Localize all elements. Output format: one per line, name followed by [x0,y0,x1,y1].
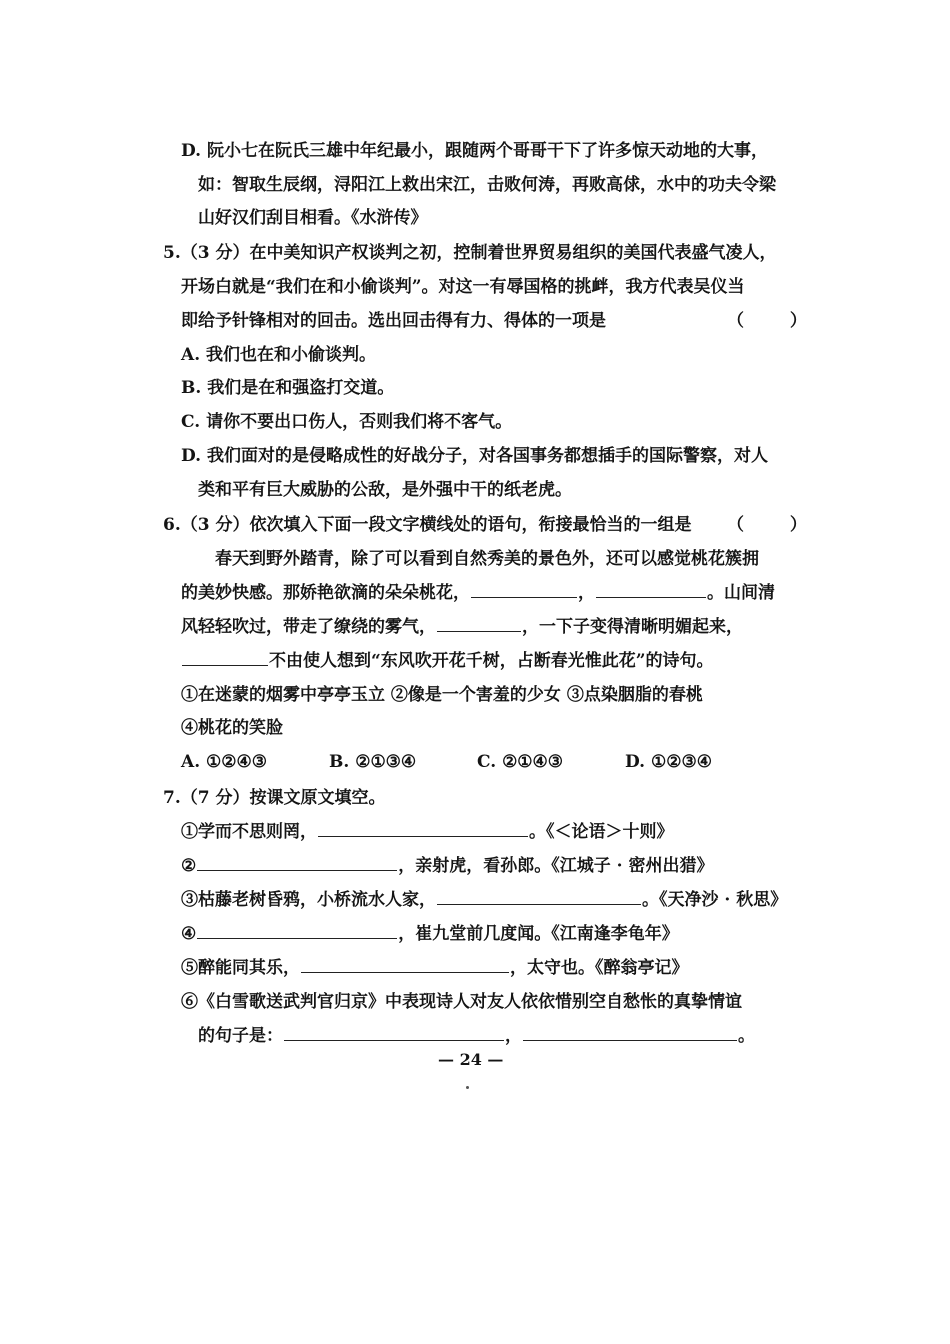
q7-blank-6 [284,1024,504,1041]
q6-blank-3 [437,615,521,632]
q7-item5-text-b: ，太守也。《醉翁亭记》 [510,958,689,978]
q5-stem-line3: 即给予针锋相对的回击。选出回击得有力、得体的一项是 [181,311,606,331]
page-number: — 24 — [438,1050,504,1069]
q5-option-b: B. 我们是在和强盗打交道。 [181,378,395,398]
q5-option-c: C. 请你不要出口伤人，否则我们将不客气。 [181,412,513,432]
q6-blank-1 [471,581,577,598]
q7-item5-text-a: ⑤醉能同其乐， [181,958,300,978]
q7-blank-5 [301,956,509,973]
q6-passage-line4 [181,649,714,673]
q7-item3 [181,888,787,912]
q7-blank-3 [437,888,641,905]
q5-option-d-line1: D. 我们面对的是侵略成性的好战分子，对各国事务都想插手的国际警察，对人 [181,446,768,466]
q7-item1-text-b: 。《＜论语＞十则》 [529,822,674,842]
q6-passage-line3-text-b: ，一下子变得清晰明媚起来， [522,617,743,637]
q7-item2 [181,854,714,878]
q6-passage-line4-text: 不由使人想到“东风吹开花千树，占断春光惟此花”的诗句。 [269,651,714,671]
q7-item6-text-b: ， [505,1026,522,1046]
q6-stem-line1: 6.（3 分）依次填入下面一段文字横线处的语句，衔接最恰当的一组是 [163,515,692,535]
q6-sentence-choices-line1: ①在迷蒙的烟雾中亭亭玉立 ②像是一个害羞的少女 ③点染胭脂的春桃 [181,685,703,705]
q5-option-d-line2: 类和平有巨大威胁的公敌，是外强中干的纸老虎。 [198,480,572,500]
q6-passage-line2-text-b: ， [578,583,595,603]
q6-option-d: D. ①②③④ [625,752,712,772]
q7-blank-2 [197,854,397,871]
q5-stem-line2: 开场白就是“我们在和小偷谈判”。对这一有辱国格的挑衅，我方代表吴仪当 [181,277,745,297]
q7-item6-line2 [198,1024,755,1048]
q7-item2-text-b: ，亲射虎，看孙郎。《江城子 · 密州出猎》 [398,856,714,876]
q4-option-d-line3: 山好汉们刮目相看。《水浒传》 [198,208,428,228]
q7-stem: 7.（7 分）按课文原文填空。 [163,788,386,808]
scan-speck [466,1086,469,1089]
q7-item1-text-a: ①学而不思则罔， [181,822,317,842]
q7-blank-1 [318,820,528,837]
q6-passage-line3-text-a: 风轻轻吹过，带走了缭绕的雾气， [181,617,436,637]
q7-item4-text-a: ④ [181,924,197,944]
q6-option-b: B. ②①③④ [329,752,417,772]
q6-passage-line2 [181,581,775,605]
q7-item3-text-a: ③枯藤老树昏鸦，小桥流水人家， [181,890,436,910]
q6-option-a: A. ①②④③ [181,752,267,772]
q6-passage-line3 [181,615,743,639]
q7-item4-text-b: ，崔九堂前几度闻。《江南逢李龟年》 [398,924,679,944]
q4-option-d-line2: 如：智取生辰纲，浔阳江上救出宋江，击败何涛，再败高俅，水中的功夫令梁 [198,175,776,195]
q7-item3-text-b: 。《天净沙 · 秋思》 [642,890,788,910]
q5-answer-paren: （ ） [727,311,827,331]
q7-item6-text-a: 的句子是： [198,1026,283,1046]
q6-passage-line1: 春天到野外踏青，除了可以看到自然秀美的景色外，还可以感觉桃花簇拥 [215,549,759,569]
q7-item5 [181,956,689,980]
q6-sentence-choices-line2: ④桃花的笑脸 [181,718,283,738]
q7-blank-4 [197,922,397,939]
q4-option-d-line1: D. 阮小七在阮氏三雄中年纪最小，跟随两个哥哥干下了许多惊天动地的大事， [181,141,768,161]
q6-blank-2 [596,581,706,598]
q7-item4 [181,922,679,946]
q6-passage-line2-text-c: 。山间清 [707,583,775,603]
q6-option-c: C. ②①④③ [477,752,564,772]
q7-item1 [181,820,674,844]
q6-answer-paren: （ ） [727,515,827,535]
q6-blank-4 [182,649,268,666]
q7-item6-text-c: 。 [738,1026,755,1046]
q5-option-a: A. 我们也在和小偷谈判。 [181,345,377,365]
q7-item2-text-a: ② [181,856,197,876]
q6-passage-line2-text-a: 的美妙快感。那娇艳欲滴的朵朵桃花， [181,583,470,603]
q7-item6-line1: ⑥《白雪歌送武判官归京》中表现诗人对友人依依惜别空自愁怅的真挚情谊 [181,992,742,1012]
q7-blank-7 [523,1024,737,1041]
q5-stem-line1: 5.（3 分）在中美知识产权谈判之初，控制着世界贸易组织的美国代表盛气凌人， [163,243,777,263]
